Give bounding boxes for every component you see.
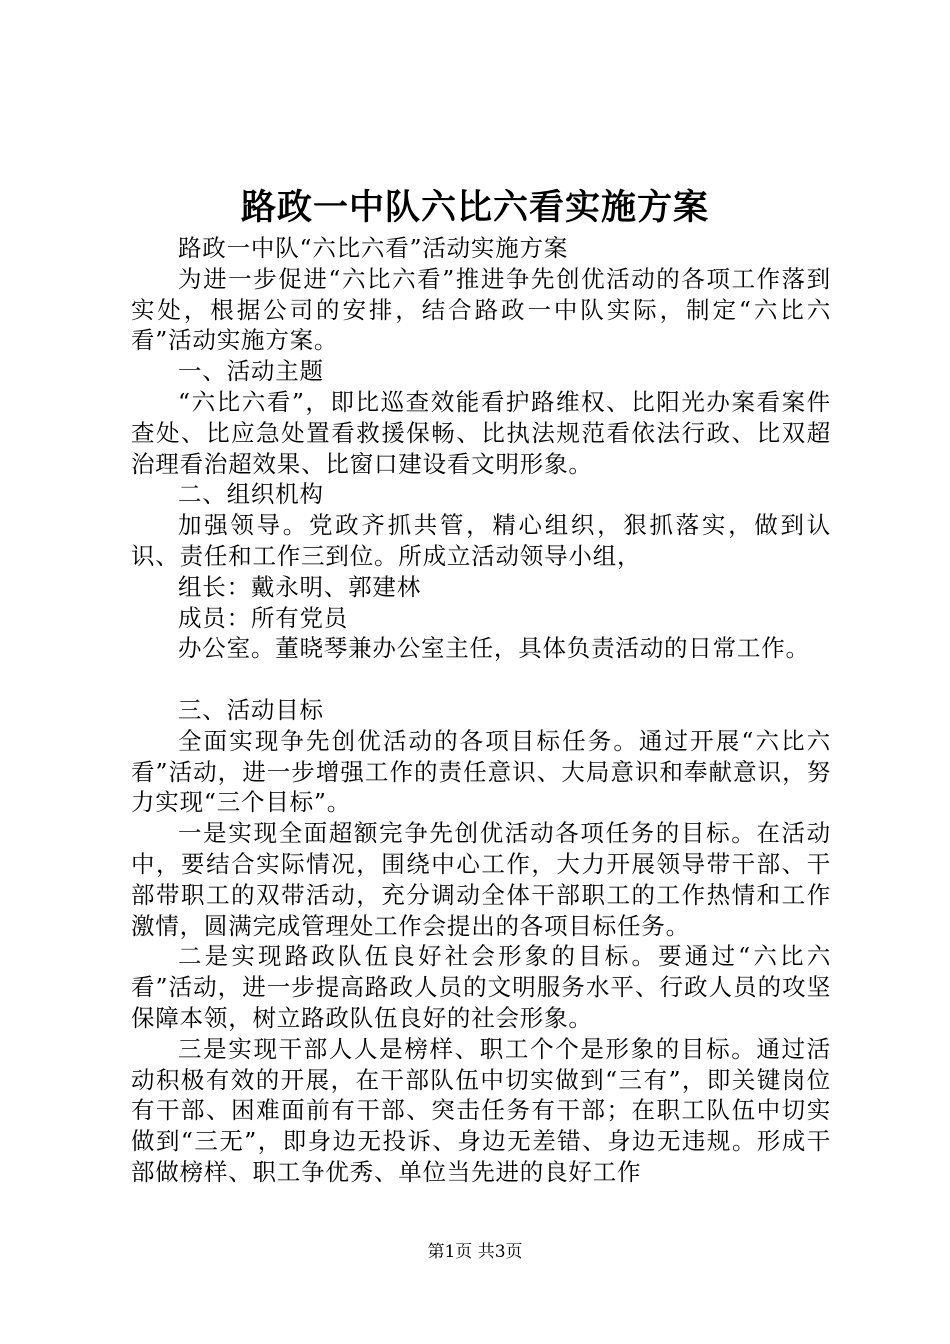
goals-paragraph: 全面实现争先创优活动的各项目标任务。通过开展“六比六看”活动，进一步增强工作的责任意识、大局意识和奉献意识，努力实现“三个目标”。 (131, 726, 831, 817)
intro-paragraph: 为进一步促进“六比六看”推进争先创优活动的各项工作落到实处，根据公司的安排，结合路政一中队实际，制定“六比六看”活动实施方案。 (131, 264, 831, 355)
members-line: 成员：所有党员 (178, 603, 349, 632)
section-heading-organization: 二、组织机构 (178, 480, 324, 509)
document-body (131, 233, 831, 1188)
leader-line: 组长：戴永明、郭建林 (178, 572, 421, 601)
goal-two-paragraph: 二是实现路政队伍良好社会形象的目标。要通过“六比六看”活动，进一步提高路政人员的文明服务水平、行政人员的攻坚保障本领，树立路政队伍良好的社会形象。 (131, 942, 831, 1032)
goal-one-paragraph: 一是实现全面超额完争先创优活动各项任务的目标。在活动中，要结合实际情况，围绕中心工作，大力开展领导带干部、干部带职工的双带活动，充分调动全体干部职工的工作热情和工作激情，圆满完成管理处工作会提出的各项目标任务。 (131, 819, 831, 940)
section-heading-theme: 一、活动主题 (178, 357, 324, 386)
organization-paragraph: 加强领导。党政齐抓共管，精心组织，狠抓落实，做到认识、责任和工作三到位。所成立活动领导小组， (131, 511, 831, 570)
goal-three-paragraph: 三是实现干部人人是榜样、职工个个是形象的目标。通过活动积极有效的开展，在干部队伍中切实做到“三有”，即关键岗位有干部、困难面前有干部、突击任务有干部；在职工队伍中切实做到“三无”，即身边无投诉、身边无差错、身边无违规。形成干部做榜样、职工争优秀、单位当先进的良好工作 (131, 1034, 831, 1186)
blank-line (131, 664, 831, 695)
subtitle-paragraph: 路政一中队“六比六看”活动实施方案 (178, 234, 569, 262)
page-footer: 第1页 共3页 (427, 1242, 523, 1262)
theme-paragraph: “六比六看”，即比巡查效能看护路维权、比阳光办案看案件查处、比应急处置看救援保畅、比执法规范看依法行政、比双超治理看治超效果、比窗口建设看文明形象。 (131, 387, 831, 478)
section-heading-goals: 三、活动目标 (178, 695, 324, 724)
page-title: 路政一中队六比六看实施方案 (240, 187, 709, 228)
office-line: 办公室。董晓琴兼办公室主任，具体负责活动的日常工作。 (178, 634, 810, 663)
